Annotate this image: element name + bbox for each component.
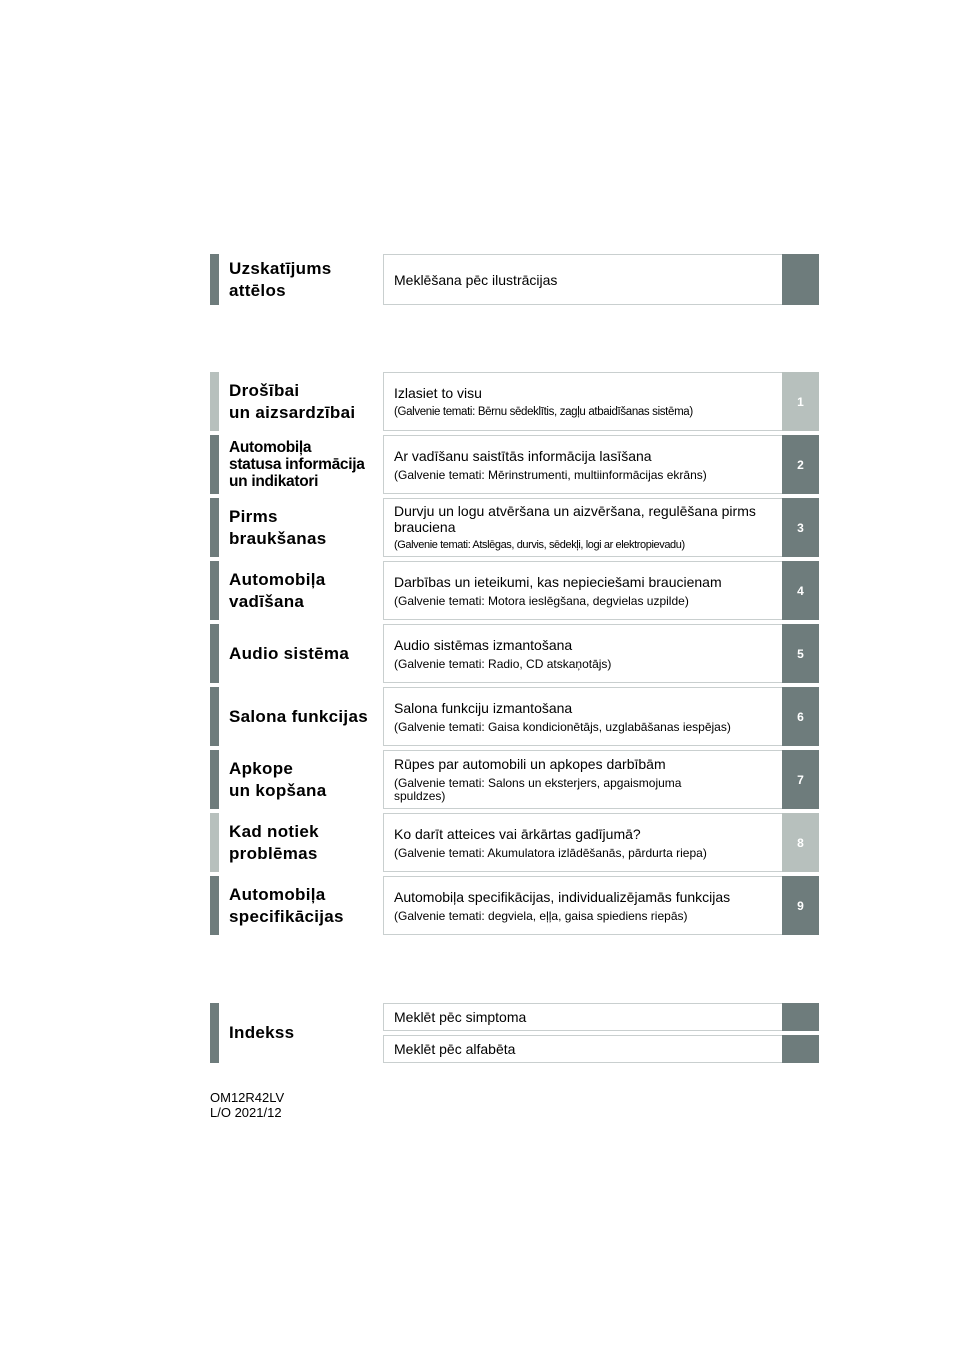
chapter-title: Audio sistēma (229, 643, 350, 663)
chapter-main-text: Darbības un ieteikumi, kas nepieciešami braucienam (394, 573, 722, 590)
section-marker (210, 687, 219, 746)
section-marker (210, 876, 219, 935)
chapter-tab[interactable]: 7 (782, 750, 819, 809)
index-link-box[interactable] (383, 1035, 782, 1063)
chapter-topics: (Galvenie temati: Bērnu sēdeklītis, zagļu atbaidīšanas sistēma) (394, 405, 693, 418)
chapter-title: Pirms braukšanas (229, 506, 327, 548)
chapter-row-1[interactable] (210, 372, 819, 431)
chapter-row-6[interactable] (210, 687, 819, 746)
overview-text: Meklēšana pēc ilustrācijas (394, 271, 558, 288)
chapter-title: Salona funkcijas (229, 706, 368, 726)
index-link-text: Meklēt pēc alfabēta (394, 1041, 516, 1057)
chapter-topics: (Galvenie temati: Motora ieslēgšana, degvielas uzpilde) (394, 593, 689, 608)
index-link-box[interactable] (383, 1003, 782, 1031)
section-marker (210, 254, 219, 305)
chapter-tab[interactable]: 5 (782, 624, 819, 683)
chapter-main-text: Durvju un logu atvēršana un aizvēršana, regulēšana pirms brauciena (394, 503, 756, 535)
chapter-topics: (Galvenie temati: Atslēgas, durvis, sēdekļi, logi ar elektropievadu) (394, 539, 685, 551)
overview-content[interactable] (383, 254, 782, 305)
chapter-content[interactable] (383, 435, 782, 494)
chapter-content[interactable] (383, 561, 782, 620)
index-link-alphabet[interactable] (383, 1035, 819, 1063)
edition-date: L/O 2021/12 (210, 1105, 282, 1120)
chapter-topics: (Galvenie temati: Gaisa kondicionētājs, uzglabāšanas iespējas) (394, 719, 731, 734)
section-marker (210, 498, 219, 557)
chapter-topics: (Galvenie temati: Salons un eksterjers, apgaismojuma spuldzes) (394, 776, 682, 803)
document-code (210, 1090, 284, 1120)
index-link-symptom[interactable] (383, 1003, 819, 1031)
section-marker (210, 372, 219, 431)
chapter-content[interactable] (383, 813, 782, 872)
chapter-content[interactable] (383, 498, 782, 557)
section-marker (210, 750, 219, 809)
chapter-row-2[interactable] (210, 435, 819, 494)
chapter-title: Automobiļa statusa informācija un indikatori (229, 439, 365, 490)
chapter-main-text: Rūpes par automobili un apkopes darbībām (394, 756, 666, 772)
model-code: OM12R42LV (210, 1090, 285, 1105)
chapter-tab[interactable]: 4 (782, 561, 819, 620)
overview-row[interactable] (210, 254, 819, 305)
chapter-row-3[interactable] (210, 498, 819, 557)
index-tab[interactable] (782, 1003, 819, 1031)
chapter-content[interactable] (383, 624, 782, 683)
section-marker (210, 435, 219, 494)
chapter-topics: (Galvenie temati: Radio, CD atskaņotājs) (394, 656, 612, 671)
chapter-main-text: Izlasiet to visu (394, 384, 482, 401)
chapter-tab[interactable]: 6 (782, 687, 819, 746)
chapter-row-4[interactable] (210, 561, 819, 620)
index-tab[interactable] (782, 1035, 819, 1063)
index-section (210, 1003, 819, 1063)
chapter-main-text: Ar vadīšanu saistītās informācija lasīšana (394, 447, 652, 464)
section-marker (210, 1003, 219, 1063)
chapter-tab[interactable]: 9 (782, 876, 819, 935)
chapter-topics: (Galvenie temati: degviela, eļļa, gaisa spiediens riepās) (394, 908, 688, 923)
chapter-title: Automobiļa vadīšana (229, 569, 326, 611)
chapter-main-text: Ko darīt atteices vai ārkārtas gadījumā? (394, 825, 641, 842)
chapter-tab[interactable]: 1 (782, 372, 819, 431)
chapter-title: Kad notiek problēmas (229, 821, 319, 863)
chapter-main-text: Automobiļa specifikācijas, individualizējamās funkcijas (394, 888, 731, 905)
chapter-topics: (Galvenie temati: Mērinstrumenti, multiinformācijas ekrāns) (394, 467, 707, 482)
chapter-tab[interactable]: 3 (782, 498, 819, 557)
chapter-row-8[interactable] (210, 813, 819, 872)
chapter-content[interactable] (383, 687, 782, 746)
chapter-content[interactable] (383, 876, 782, 935)
index-links (383, 1003, 819, 1063)
index-link-text: Meklēt pēc simptoma (394, 1009, 527, 1025)
chapter-row-5[interactable] (210, 624, 819, 683)
chapter-row-9[interactable] (210, 876, 819, 935)
chapter-content[interactable] (383, 750, 782, 809)
section-marker (210, 561, 219, 620)
section-marker (210, 813, 219, 872)
section-marker (210, 624, 219, 683)
chapter-main-text: Salona funkciju izmantošana (394, 699, 573, 716)
chapter-title: Drošībai un aizsardzībai (229, 380, 356, 422)
index-title: Indekss (229, 1023, 295, 1042)
chapter-title: Apkope un kopšana (229, 758, 327, 800)
chapter-tab[interactable]: 8 (782, 813, 819, 872)
overview-title: Uzskatījums attēlos (229, 258, 332, 300)
overview-tab[interactable] (782, 254, 819, 305)
chapter-row-7[interactable] (210, 750, 819, 809)
chapter-topics: (Galvenie temati: Akumulatora izlādēšanās, pārdurta riepa) (394, 845, 707, 860)
chapter-content[interactable] (383, 372, 782, 431)
chapter-main-text: Audio sistēmas izmantošana (394, 636, 573, 653)
chapter-tab[interactable]: 2 (782, 435, 819, 494)
chapter-title: Automobiļa specifikācijas (229, 884, 344, 926)
